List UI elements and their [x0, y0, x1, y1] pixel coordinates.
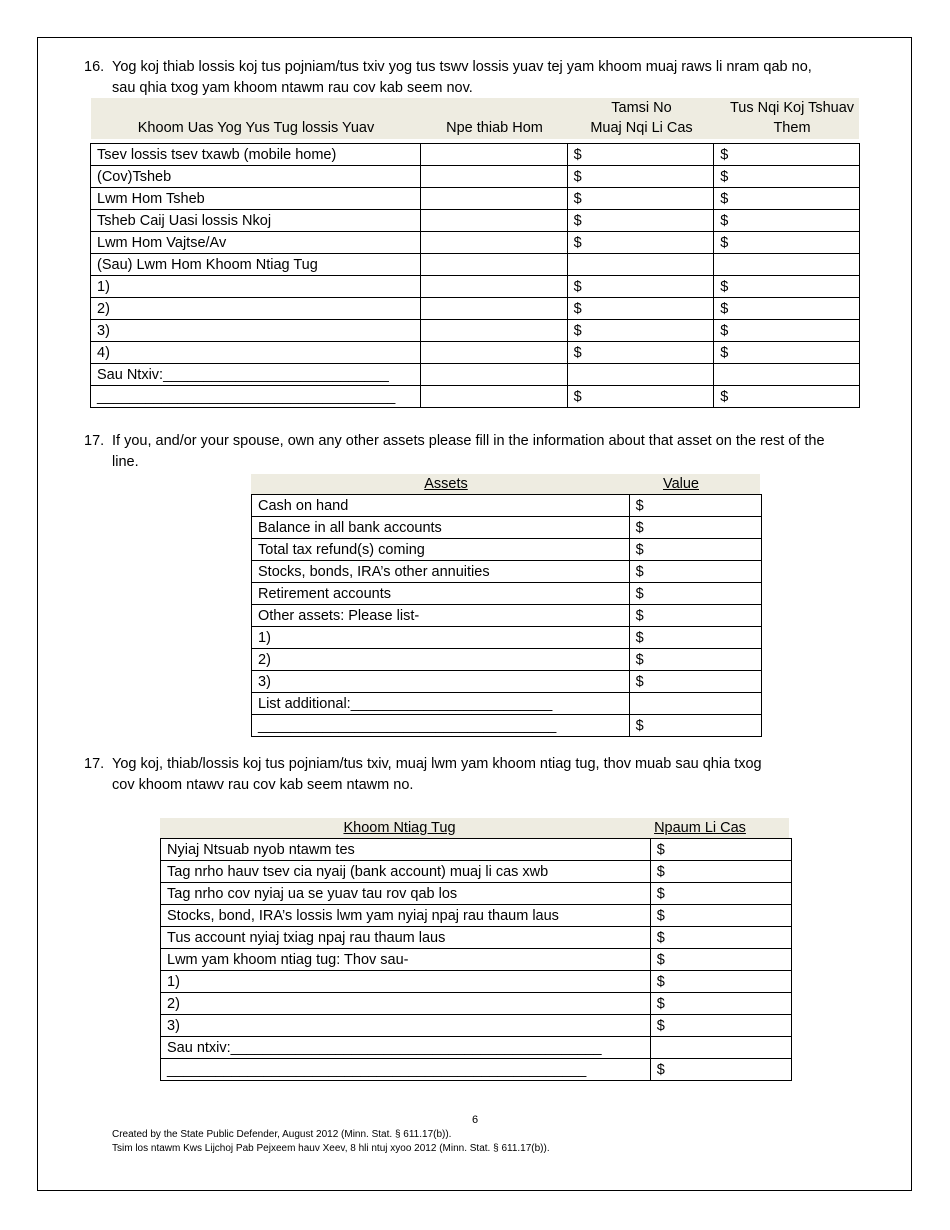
table-16 — [90, 143, 860, 408]
row-value-field[interactable]: $ — [567, 386, 714, 408]
table-row — [91, 210, 860, 232]
row-label: Cash on hand — [252, 495, 630, 517]
table-16-header — [91, 98, 859, 139]
row-label: ____________________________________________________ — [161, 1059, 651, 1081]
row-value-field[interactable]: $ — [650, 927, 791, 949]
row-label: Sau Ntxiv:____________________________ — [91, 364, 421, 386]
row-label: Lwm yam khoom ntiag tug: Thov sau- — [161, 949, 651, 971]
row-label: 3) — [91, 320, 421, 342]
row-label: 1) — [91, 276, 421, 298]
row-label: Tag nrho hauv tsev cia nyaij (bank account) muaj li cas xwb — [161, 861, 651, 883]
row-value-field[interactable]: $ — [567, 232, 714, 254]
row-label: Nyiaj Ntsuab nyob ntawm tes — [161, 839, 651, 861]
row-label: Stocks, bond, IRA’s lossis lwm yam nyiaj npaj rau thaum laus — [161, 905, 651, 927]
table-row — [161, 993, 792, 1015]
row-owner-field[interactable] — [420, 188, 567, 210]
row-value-field[interactable]: $ — [567, 298, 714, 320]
row-value-field[interactable]: $ — [650, 949, 791, 971]
row-label: (Sau) Lwm Hom Khoom Ntiag Tug — [91, 254, 421, 276]
row-value-field[interactable] — [567, 364, 714, 386]
row-label: Total tax refund(s) coming — [252, 539, 630, 561]
row-label: Lwm Hom Tsheb — [91, 188, 421, 210]
table-row — [91, 364, 860, 386]
row-owner-field[interactable] — [420, 166, 567, 188]
question-17-hmong-number: 17. — [84, 756, 105, 772]
header-assets: Assets — [424, 476, 468, 492]
question-17-english-text: If you, and/or your spouse, own any other assets please fill in the information about that asset on the rest of the line. — [112, 433, 825, 470]
table-row — [91, 276, 860, 298]
row-label: (Cov)Tsheb — [91, 166, 421, 188]
row-value-field[interactable]: $ — [650, 905, 791, 927]
row-owed-field[interactable]: $ — [714, 320, 860, 342]
table-17a — [251, 494, 762, 737]
row-value-field[interactable]: $ — [629, 539, 761, 561]
row-owed-field[interactable]: $ — [714, 276, 860, 298]
table-row — [91, 254, 860, 276]
row-value-field[interactable]: $ — [629, 517, 761, 539]
question-16-number: 16. — [84, 59, 105, 75]
footer-line-2: Tsim los ntawm Kws Lijchoj Pab Pejxeem hauv Xeev, 8 hli ntuj xyoo 2012 (Minn. Stat. § 611.17(b)). — [112, 1143, 550, 1154]
row-label: 2) — [91, 298, 421, 320]
table-row — [91, 166, 860, 188]
row-label: List additional:_________________________ — [252, 693, 630, 715]
row-value-field[interactable]: $ — [629, 605, 761, 627]
row-owed-field[interactable] — [714, 254, 860, 276]
row-owed-field[interactable]: $ — [714, 298, 860, 320]
table-row — [161, 861, 792, 883]
question-16-text: Yog koj thiab lossis koj tus pojniam/tus txiv yog tus tswv lossis yuav tej yam khoom muaj raws li nram qab no, sau qhia txog yam khoom ntawm rau cov kab seem nov. — [112, 59, 812, 96]
page-number: 6 — [471, 1114, 479, 1126]
table-row — [161, 1015, 792, 1037]
table-row — [161, 905, 792, 927]
row-owner-field[interactable] — [420, 342, 567, 364]
row-value-field[interactable]: $ — [567, 276, 714, 298]
row-value-field[interactable]: $ — [567, 188, 714, 210]
header-value-1: Tamsi No — [611, 100, 672, 116]
row-value-field[interactable]: $ — [650, 861, 791, 883]
row-label: 1) — [161, 971, 651, 993]
table-row — [252, 517, 762, 539]
row-label: 4) — [91, 342, 421, 364]
row-value-field[interactable] — [650, 1037, 791, 1059]
header-khoom: Khoom Ntiag Tug — [343, 820, 456, 836]
row-label: Tsev lossis tsev txawb (mobile home) — [91, 144, 421, 166]
row-owed-field[interactable]: $ — [714, 144, 860, 166]
row-value-field[interactable]: $ — [567, 166, 714, 188]
row-value-field[interactable]: $ — [567, 210, 714, 232]
row-value-field[interactable]: $ — [629, 715, 761, 737]
question-17-english — [84, 431, 924, 473]
table-row — [91, 144, 860, 166]
row-label: Stocks, bonds, IRA’s other annuities — [252, 561, 630, 583]
row-value-field[interactable]: $ — [650, 883, 791, 905]
question-16 — [84, 57, 904, 99]
table-row — [252, 583, 762, 605]
table-17a-header — [251, 474, 760, 494]
row-value-field[interactable]: $ — [650, 1015, 791, 1037]
table-row — [252, 495, 762, 517]
row-owner-field[interactable] — [420, 386, 567, 408]
row-label: Lwm Hom Vajtse/Av — [91, 232, 421, 254]
row-label: Sau ntxiv:______________________________________________ — [161, 1037, 651, 1059]
table-row — [161, 839, 792, 861]
row-label: 3) — [252, 671, 630, 693]
row-label: 2) — [252, 649, 630, 671]
row-owner-field[interactable] — [420, 364, 567, 386]
row-owner-field[interactable] — [420, 276, 567, 298]
table-row — [252, 693, 762, 715]
table-row — [91, 320, 860, 342]
row-value-field[interactable]: $ — [567, 144, 714, 166]
header-owed-1: Tus Nqi Koj Tshuav — [729, 100, 855, 116]
table-17b-header — [160, 818, 789, 838]
table-17b — [160, 838, 792, 1081]
row-label: Retirement accounts — [252, 583, 630, 605]
table-row — [161, 971, 792, 993]
question-17-english-number: 17. — [84, 433, 105, 449]
row-value-field[interactable] — [629, 693, 761, 715]
row-owed-field[interactable]: $ — [714, 386, 860, 408]
row-owner-field[interactable] — [420, 298, 567, 320]
row-owner-field[interactable] — [420, 210, 567, 232]
table-row — [91, 386, 860, 408]
row-label: 3) — [161, 1015, 651, 1037]
table-row — [91, 232, 860, 254]
header-owed-2: Them — [773, 120, 811, 136]
table-row — [161, 949, 792, 971]
row-value-field[interactable]: $ — [650, 1059, 791, 1081]
header-owner: Npe thiab Hom — [446, 120, 543, 136]
row-value-field[interactable]: $ — [650, 993, 791, 1015]
row-value-field[interactable]: $ — [629, 671, 761, 693]
row-owner-field[interactable] — [420, 232, 567, 254]
table-row — [161, 883, 792, 905]
row-value-field[interactable]: $ — [629, 583, 761, 605]
row-owed-field[interactable]: $ — [714, 232, 860, 254]
footer-line-1: Created by the State Public Defender, August 2012 (Minn. Stat. § 611.17(b)). — [112, 1129, 452, 1140]
row-label: Tsheb Caij Uasi lossis Nkoj — [91, 210, 421, 232]
row-label: 2) — [161, 993, 651, 1015]
row-value-field[interactable]: $ — [567, 320, 714, 342]
table-row — [252, 539, 762, 561]
row-owed-field[interactable]: $ — [714, 342, 860, 364]
table-row — [91, 188, 860, 210]
table-row — [252, 561, 762, 583]
row-owner-field[interactable] — [420, 144, 567, 166]
table-row — [252, 627, 762, 649]
table-row — [252, 649, 762, 671]
table-row — [91, 298, 860, 320]
row-value-field[interactable]: $ — [567, 342, 714, 364]
row-label: Tag nrho cov nyiaj ua se yuav tau rov qab los — [161, 883, 651, 905]
row-value-field[interactable]: $ — [629, 627, 761, 649]
footer — [112, 1128, 550, 1156]
table-row — [161, 1037, 792, 1059]
row-label: _____________________________________ — [252, 715, 630, 737]
header-value: Value — [662, 476, 699, 492]
table-row — [252, 715, 762, 737]
row-owed-field[interactable]: $ — [714, 188, 860, 210]
row-label: Other assets: Please list- — [252, 605, 630, 627]
row-value-field[interactable] — [567, 254, 714, 276]
header-npaum: Npaum Li Cas — [654, 820, 746, 836]
row-owner-field[interactable] — [420, 320, 567, 342]
row-value-field[interactable]: $ — [650, 971, 791, 993]
row-owed-field[interactable] — [714, 364, 860, 386]
row-owed-field[interactable]: $ — [714, 210, 860, 232]
row-label: _____________________________________ — [91, 386, 421, 408]
question-17-hmong-text: Yog koj, thiab/lossis koj tus pojniam/tus txiv, muaj lwm yam khoom ntiag tug, thov muab sau qhia txog cov khoom ntawv rau cov kab seem ntawm no. — [112, 756, 762, 793]
row-value-field[interactable]: $ — [629, 561, 761, 583]
row-owner-field[interactable] — [420, 254, 567, 276]
row-label: Tus account nyiaj txiag npaj rau thaum laus — [161, 927, 651, 949]
table-row — [91, 342, 860, 364]
question-17-hmong — [84, 754, 904, 796]
row-label: 1) — [252, 627, 630, 649]
table-row — [252, 605, 762, 627]
row-value-field[interactable]: $ — [629, 649, 761, 671]
row-value-field[interactable]: $ — [629, 495, 761, 517]
table-row — [161, 927, 792, 949]
row-label: Balance in all bank accounts — [252, 517, 630, 539]
header-value-2: Muaj Nqi Li Cas — [590, 120, 693, 136]
row-owed-field[interactable]: $ — [714, 166, 860, 188]
header-item: Khoom Uas Yog Yus Tug lossis Yuav — [137, 120, 375, 136]
table-row — [252, 671, 762, 693]
row-value-field[interactable]: $ — [650, 839, 791, 861]
table-row — [161, 1059, 792, 1081]
